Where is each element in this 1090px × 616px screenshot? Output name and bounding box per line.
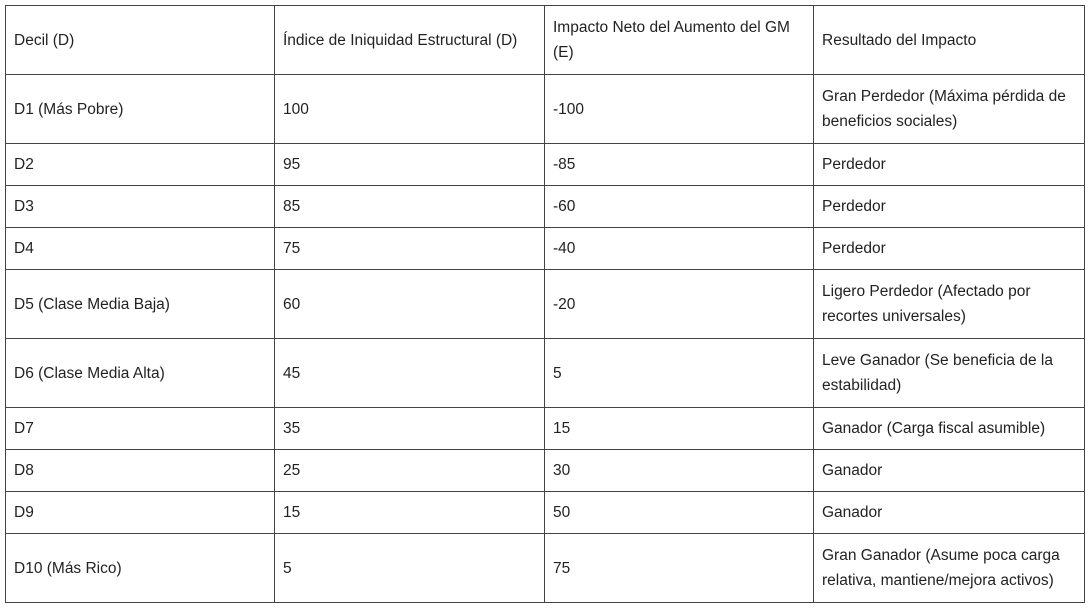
cell-indice: 15 (275, 492, 545, 534)
cell-indice: 85 (275, 186, 545, 228)
cell-indice: 60 (275, 270, 545, 339)
cell-resultado: Gran Perdedor (Máxima pérdida de beneficios sociales) (814, 75, 1085, 144)
cell-resultado: Leve Ganador (Se beneficia de la estabilidad) (814, 339, 1085, 408)
cell-decil: D1 (Más Pobre) (6, 75, 275, 144)
cell-resultado: Gran Ganador (Asume poca carga relativa, mantiene/mejora activos) (814, 534, 1085, 603)
cell-resultado: Ganador (Carga fiscal asumible) (814, 408, 1085, 450)
cell-indice: 45 (275, 339, 545, 408)
cell-indice: 75 (275, 228, 545, 270)
cell-resultado: Ganador (814, 450, 1085, 492)
table-row (6, 228, 1085, 270)
table-row (6, 186, 1085, 228)
header-impacto: Impacto Neto del Aumento del GM (E) (545, 6, 814, 75)
cell-decil: D9 (6, 492, 275, 534)
cell-impacto: -85 (545, 144, 814, 186)
cell-impacto: 15 (545, 408, 814, 450)
cell-decil: D2 (6, 144, 275, 186)
cell-indice: 25 (275, 450, 545, 492)
cell-indice: 100 (275, 75, 545, 144)
cell-indice: 95 (275, 144, 545, 186)
cell-impacto: 75 (545, 534, 814, 603)
table-row (6, 270, 1085, 339)
cell-impacto: -100 (545, 75, 814, 144)
header-decil: Decil (D) (6, 6, 275, 75)
table-row (6, 144, 1085, 186)
cell-indice: 5 (275, 534, 545, 603)
cell-impacto: 50 (545, 492, 814, 534)
cell-decil: D3 (6, 186, 275, 228)
table-row (6, 339, 1085, 408)
cell-decil: D8 (6, 450, 275, 492)
cell-decil: D5 (Clase Media Baja) (6, 270, 275, 339)
header-resultado: Resultado del Impacto (814, 6, 1085, 75)
cell-decil: D10 (Más Rico) (6, 534, 275, 603)
header-indice: Índice de Iniquidad Estructural (D) (275, 6, 545, 75)
table-row (6, 75, 1085, 144)
cell-decil: D4 (6, 228, 275, 270)
table-row (6, 408, 1085, 450)
table-row (6, 450, 1085, 492)
cell-resultado: Perdedor (814, 186, 1085, 228)
cell-resultado: Ganador (814, 492, 1085, 534)
cell-impacto: -60 (545, 186, 814, 228)
cell-impacto: -40 (545, 228, 814, 270)
cell-decil: D7 (6, 408, 275, 450)
table-row (6, 492, 1085, 534)
cell-indice: 35 (275, 408, 545, 450)
cell-resultado: Perdedor (814, 144, 1085, 186)
cell-impacto: -20 (545, 270, 814, 339)
cell-resultado: Ligero Perdedor (Afectado por recortes universales) (814, 270, 1085, 339)
table-header-row (6, 6, 1085, 75)
cell-impacto: 30 (545, 450, 814, 492)
cell-impacto: 5 (545, 339, 814, 408)
table-row (6, 534, 1085, 603)
cell-decil: D6 (Clase Media Alta) (6, 339, 275, 408)
cell-resultado: Perdedor (814, 228, 1085, 270)
impact-table (5, 5, 1085, 603)
